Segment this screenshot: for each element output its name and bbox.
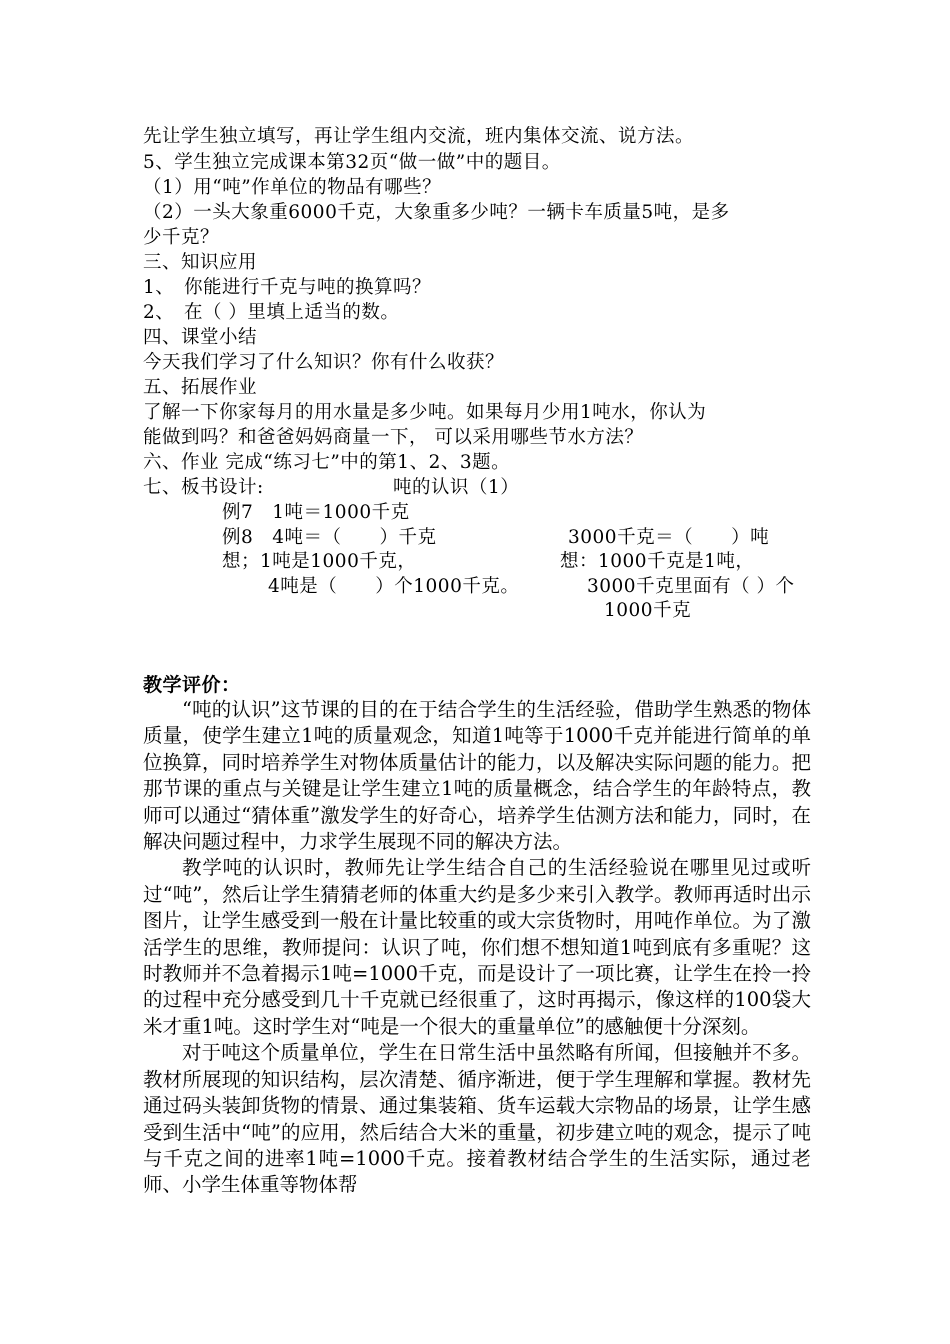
- evaluation-paragraph-1: “吨的认识”这节课的目的在于结合学生的生活经验，借助学生熟悉的物体质量，使学生建立1吨的质量观念，知道1吨等于1000千克并能进行简单的单位换算，同时培养学生对物体质量估计的能力，以及解决实际问题的能力。把那节课的重点与关键是让学生建立1吨的质量概念，结合学生的年龄特点，教师可以通过“猜体重”激发学生的好奇心，培养学生估测方法和能力，同时，在解决问题过程中，力求学生展现不同的解决方法。: [143, 698, 811, 854]
- plan-line-3: （1）用“吨”作单位的物品有哪些？: [143, 177, 442, 198]
- evaluation-paragraph-3: 对于吨这个质量单位，学生在日常生活中虽然略有所闻，但接触并不多。教材所展现的知识结构，层次清楚、循序渐进，便于学生理解和掌握。教材先通过码头装卸货物的情景、通过集装箱、货车运载大宗物品的场景，让学生感受到生活中“吨”的应用，然后结合大米的重量，初步建立吨的观念，提示了吨与千克之间的进率1吨=1000千克。接着教材结合学生的生活实际，通过老师、小学生体重等物体帮: [143, 1041, 811, 1197]
- plan-line-12: 了解一下你家每月的用水量是多少吨。如果每月少用1吨水，你认为: [143, 402, 707, 423]
- plan-section-3: 三、知识应用: [143, 252, 258, 273]
- board-think-left-1: 想；1吨是1000千克，: [222, 551, 417, 572]
- board-think-right-3: 1000千克: [604, 600, 692, 621]
- plan-section-4: 四、课堂小结: [143, 327, 258, 348]
- board-think-left-2: 4吨是（ ）个1000千克。: [268, 576, 520, 597]
- board-think-right-1: 想：1000千克是1吨，: [560, 551, 755, 572]
- plan-line-5: 少千克？: [143, 227, 220, 248]
- board-example-8: 例8 4吨＝（ ）千克: [222, 527, 437, 548]
- evaluation-body: [143, 697, 811, 1199]
- board-label: 七、板书设计:: [143, 477, 264, 498]
- board-example-8-right: 3000千克＝（ ）吨: [568, 527, 770, 548]
- board-think-right-2: 3000千克里面有（ ）个: [587, 576, 795, 597]
- plan-line-2: 5、学生独立完成课本第32页“做一做”中的题目。: [143, 152, 561, 173]
- evaluation-heading: 教学评价：: [143, 674, 241, 696]
- board-title: 吨的认识（1）: [393, 477, 520, 498]
- plan-line-13: 能做到吗？和爸爸妈妈商量一下， 可以采用哪些节水方法？: [143, 427, 644, 448]
- plan-line-8: 2、 在（ ）里填上适当的数。: [143, 302, 400, 323]
- plan-section-5: 五、拓展作业: [143, 377, 258, 398]
- board-example-7: 例7 1吨＝1000千克: [222, 502, 410, 523]
- plan-line-10: 今天我们学习了什么知识？你有什么收获？: [143, 352, 505, 373]
- plan-line-7: 1、 你能进行千克与吨的换算吗？: [143, 277, 432, 298]
- plan-section-6: 六、作业 完成“练习七”中的第1、2、3题。: [143, 452, 511, 473]
- plan-line-1: 先让学生独立填写，再让学生组内交流，班内集体交流、说方法。: [143, 126, 695, 147]
- evaluation-paragraph-2: 教学吨的认识时，教师先让学生结合自己的生活经验说在哪里见过或听过“吨”，然后让学生猜猜老师的体重大约是多少来引入教学。教师再适时出示图片，让学生感受到一般在计量比较重的或大宗货物时，用吨作单位。为了激活学生的思维，教师提问：认识了吨，你们想不想知道1吨到底有多重呢？这时教师并不急着揭示1吨=1000千克，而是设计了一项比赛，让学生在拎一拎的过程中充分感受到几十千克就已经很重了，这时再揭示，像这样的100袋大米才重1吨。这时学生对“吨是一个很大的重量单位”的感触便十分深刻。: [143, 856, 811, 1038]
- plan-line-4: （2）一头大象重6000千克，大象重多少吨？一辆卡车质量5吨，是多: [143, 202, 730, 223]
